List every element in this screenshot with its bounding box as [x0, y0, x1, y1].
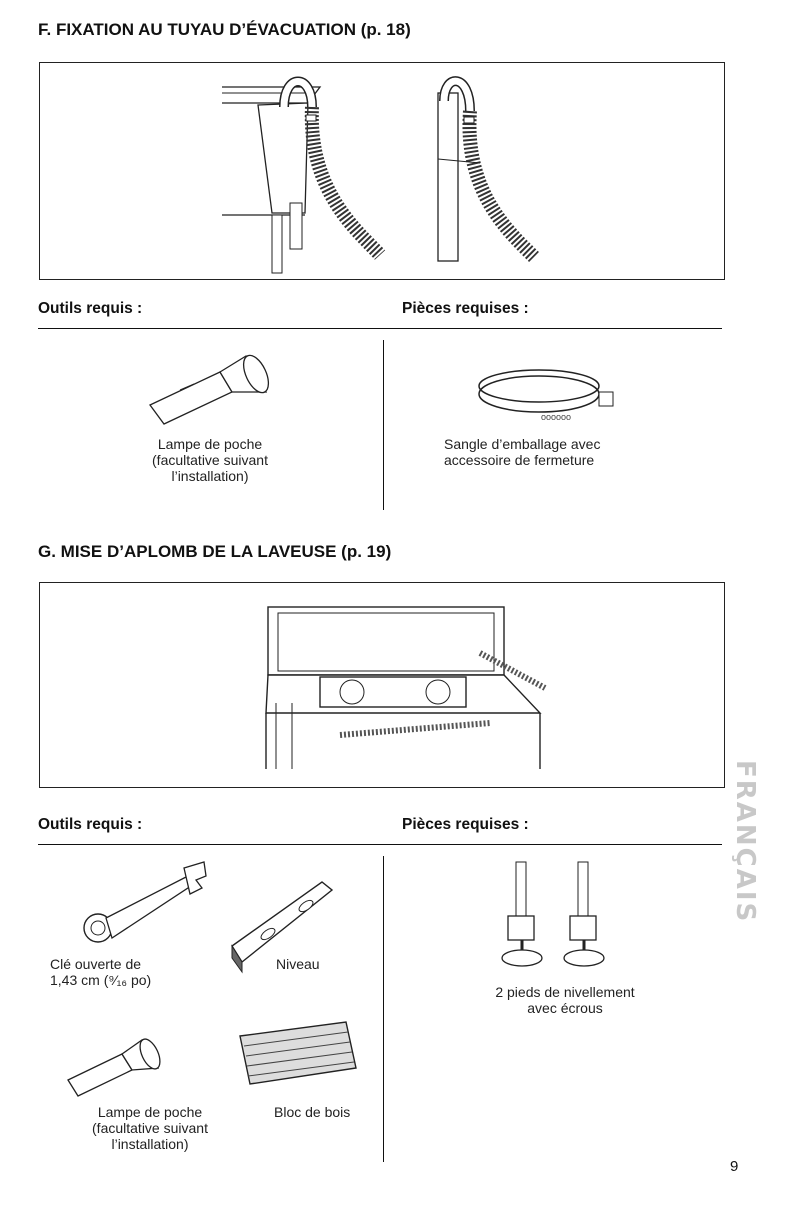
section-f-title: F. FIXATION AU TUYAU D’ÉVACUATION (p. 18) — [38, 20, 411, 39]
parts-heading-f: Pièces requises : — [402, 300, 529, 317]
heading-rule-f — [38, 328, 722, 329]
strap-caption: Sangle d’emballage avec accessoire de fermeture — [444, 436, 601, 468]
language-tab: FRANÇAIS — [730, 760, 760, 924]
packing-strap-icon — [475, 364, 625, 424]
section-g-title: G. MISE D’APLOMB DE LA LAVEUSE (p. 19) — [38, 542, 392, 561]
washer-drawing — [40, 583, 726, 789]
flashlight-icon — [140, 350, 280, 430]
wood-block-icon — [236, 1016, 366, 1088]
drain-hose-illustration — [39, 62, 725, 280]
drain-hose-drawing — [40, 63, 726, 281]
flashlight-caption-g: Lampe de poche (facultative suivant l’installation) — [92, 1104, 208, 1152]
wood-block-caption: Bloc de bois — [274, 1104, 351, 1120]
page-number: 9 — [730, 1158, 739, 1175]
washer-leveling-illustration — [39, 582, 725, 788]
column-divider-g — [383, 856, 384, 1162]
tools-heading-f: Outils requis : — [38, 300, 143, 317]
leveling-feet-caption: 2 pieds de nivellement avec écrous — [495, 984, 635, 1016]
leveling-feet-icon — [500, 858, 620, 978]
parts-heading-g: Pièces requises : — [402, 816, 529, 833]
svg-text:oooooo: oooooo — [541, 412, 572, 422]
wrench-caption: Clé ouverte de 1,43 cm (⁹⁄₁₆ po) — [50, 956, 152, 988]
flashlight-icon-g — [62, 1032, 172, 1102]
tools-heading-g: Outils requis : — [38, 816, 143, 833]
column-divider-f — [383, 340, 384, 510]
wrench-icon — [78, 858, 218, 948]
level-caption: Niveau — [276, 956, 320, 972]
flashlight-caption-f: Lampe de poche (facultative suivant l’installation) — [152, 436, 268, 484]
heading-rule-g — [38, 844, 722, 845]
